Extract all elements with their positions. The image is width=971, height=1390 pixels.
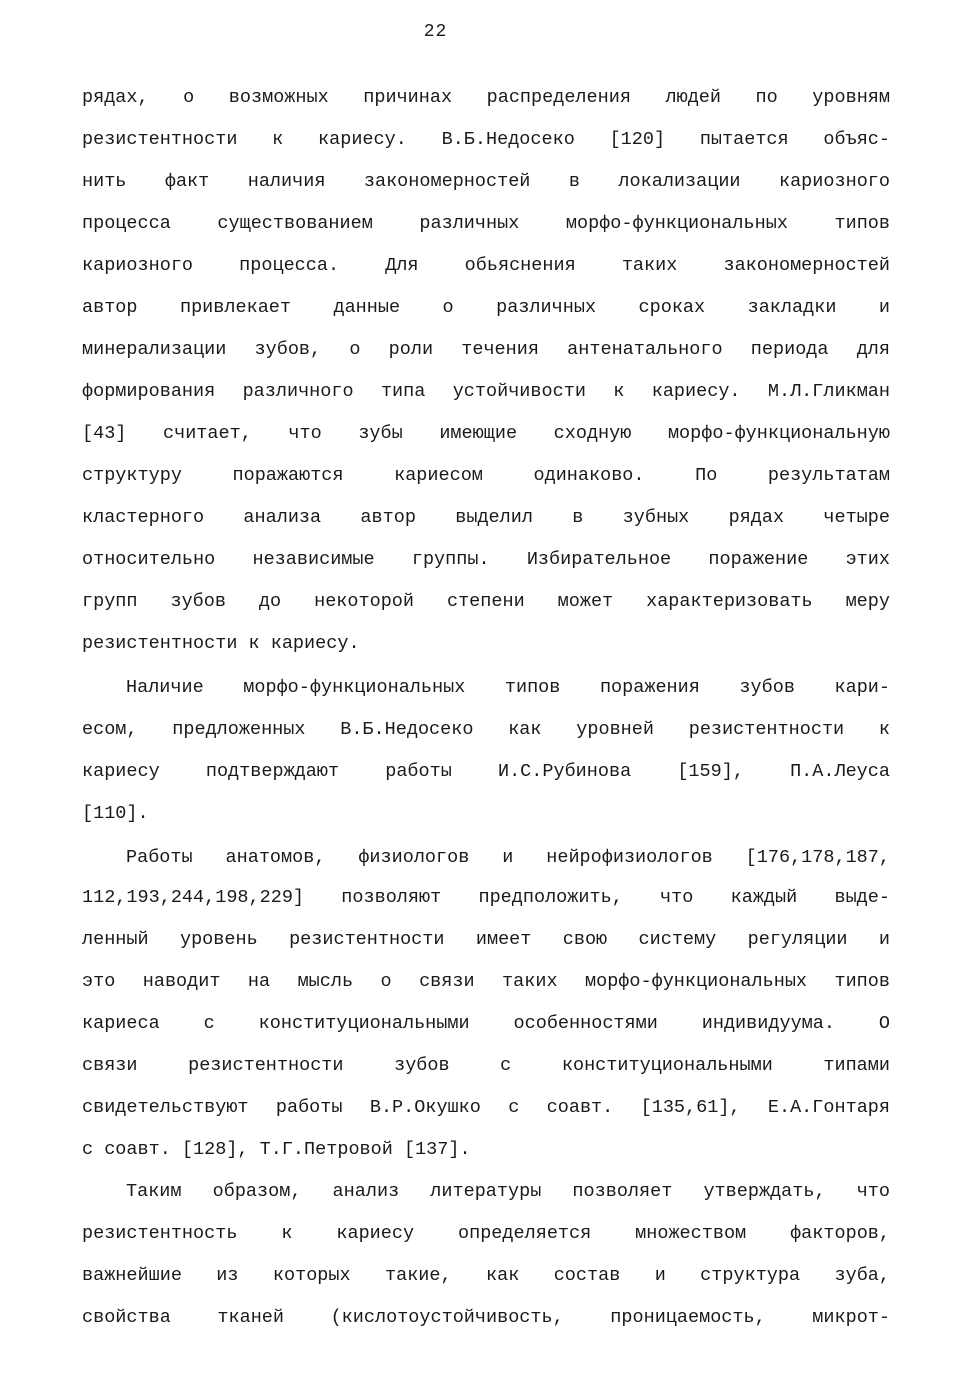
text-line: кластерного анализа автор выделил в зубных рядах четыре (82, 507, 890, 528)
text-line: кариесу подтверждают работы И.С.Рубинова [159], П.А.Леуса (82, 761, 890, 782)
text-line: процесса существованием различных морфо-функциональных типов (82, 213, 890, 234)
text-line: резистентности к кариесу. В.Б.Недосеко [120] пытается объяс- (82, 129, 890, 150)
text-line: минерализации зубов, о роли течения антенатального периода для (82, 339, 890, 360)
text-line: свидетельствуют работы В.Р.Окушко с соавт. [135,61], Е.А.Гонтаря (82, 1097, 890, 1118)
text-line: структуру поражаются кариесом одинаково. По результатам (82, 465, 890, 486)
text-line: кариозного процесса. Для обьяснения таких закономерностей (82, 255, 890, 276)
text-line: [110]. (82, 803, 149, 824)
text-line: есом, предложенных В.Б.Недосеко как уровней резистентности к (82, 719, 890, 740)
text-line: относительно независимые группы. Избирательное поражение этих (82, 549, 890, 570)
paragraph-first-line: Таким образом, анализ литературы позволяет утверждать, что (126, 1181, 890, 1202)
text-line: свойства тканей (кислотоустойчивость, проницаемость, микрот- (82, 1307, 890, 1328)
text-line: это наводит на мысль о связи таких морфо-функциональных типов (82, 971, 890, 992)
paragraph-first-line: Работы анатомов, физиологов и нейрофизиологов [176,178,187, (126, 847, 890, 868)
text-line: важнейшие из которых такие, как состав и структура зуба, (82, 1265, 890, 1286)
text-line: 112,193,244,198,229] позволяют предположить, что каждый выде- (82, 887, 890, 908)
paragraph-first-line: Наличие морфо-функциональных типов поражения зубов кари- (126, 677, 890, 698)
text-line: [43] считает, что зубы имеющие сходную морфо-функциональную (82, 423, 890, 444)
text-line: с соавт. [128], Т.Г.Петровой [137]. (82, 1139, 471, 1160)
text-line: нить факт наличия закономерностей в локализации кариозного (82, 171, 890, 192)
page-number: 22 (423, 22, 448, 42)
text-line: ленный уровень резистентности имеет свою систему регуляции и (82, 929, 890, 950)
text-line: формирования различного типа устойчивости к кариесу. М.Л.Гликман (82, 381, 890, 402)
text-line: резистентность к кариесу определяется множеством факторов, (82, 1223, 890, 1244)
text-line: резистентности к кариесу. (82, 633, 360, 654)
text-line: связи резистентности зубов с конституциональными типами (82, 1055, 890, 1076)
text-line: кариеса с конституциональными особенностями индивидуума. О (82, 1013, 890, 1034)
text-line: групп зубов до некоторой степени может характеризовать меру (82, 591, 890, 612)
text-line: рядах, о возможных причинах распределения людей по уровням (82, 87, 890, 108)
text-line: автор привлекает данные о различных сроках закладки и (82, 297, 890, 318)
